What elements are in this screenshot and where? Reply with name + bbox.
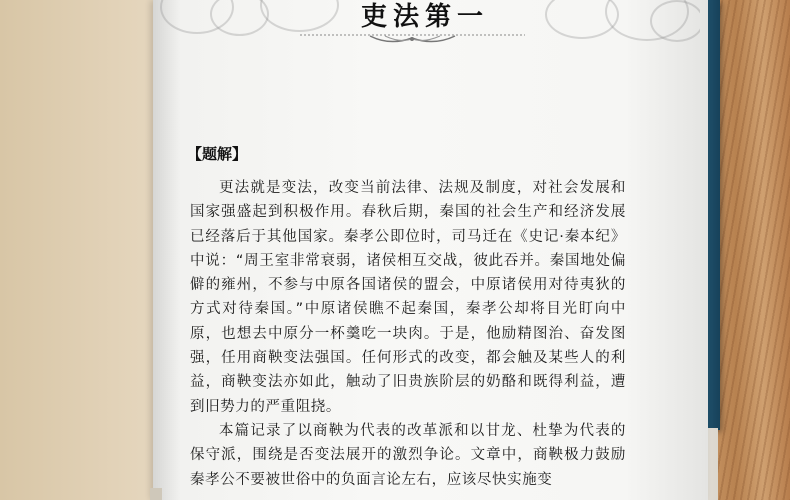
title-underline-ornament bbox=[300, 30, 525, 46]
body-text bbox=[190, 176, 626, 492]
section-label: 【题解】 bbox=[187, 145, 248, 163]
chapter-title: 吏法第一 bbox=[360, 2, 489, 32]
paragraph: 本篇记录了以商鞅为代表的改革派和以甘龙、杜挚为代表的保守派，围绕是否变法展开的激烈争论。文章中，商鞅极力鼓励秦孝公不要被世俗中的负面言论左右，应该尽快实施变 bbox=[190, 422, 626, 488]
page-corner-shadow bbox=[150, 488, 162, 500]
paragraph: 更法就是变法，改变当前法律、法规及制度，对社会发展和国家强盛起到积极作用。春秋后期，秦国的社会生产和经济发展已经落后于其他国家。秦孝公即位时，司马迁在《史记·秦本纪》中说：“周王室非常衰弱，诸侯相互交战，彼此吞并。秦国地处偏僻的雍州，不参与中原各国诸侯的盟会，中原诸侯用对待夷狄的方式对待秦国。”中原诸侯瞧不起秦国，秦孝公却将目光盯向中原，也想去中原分一杯羹吃一块肉。于是，他励精图治、奋发图强，任用商鞅变法强国。任何形式的改变，都会触及某些人的利益，商鞅变法亦如此，触动了旧贵族阶层的奶酪和既得利益，遭到旧势力的严重阻挠。 bbox=[190, 180, 626, 415]
background-left bbox=[0, 0, 160, 500]
